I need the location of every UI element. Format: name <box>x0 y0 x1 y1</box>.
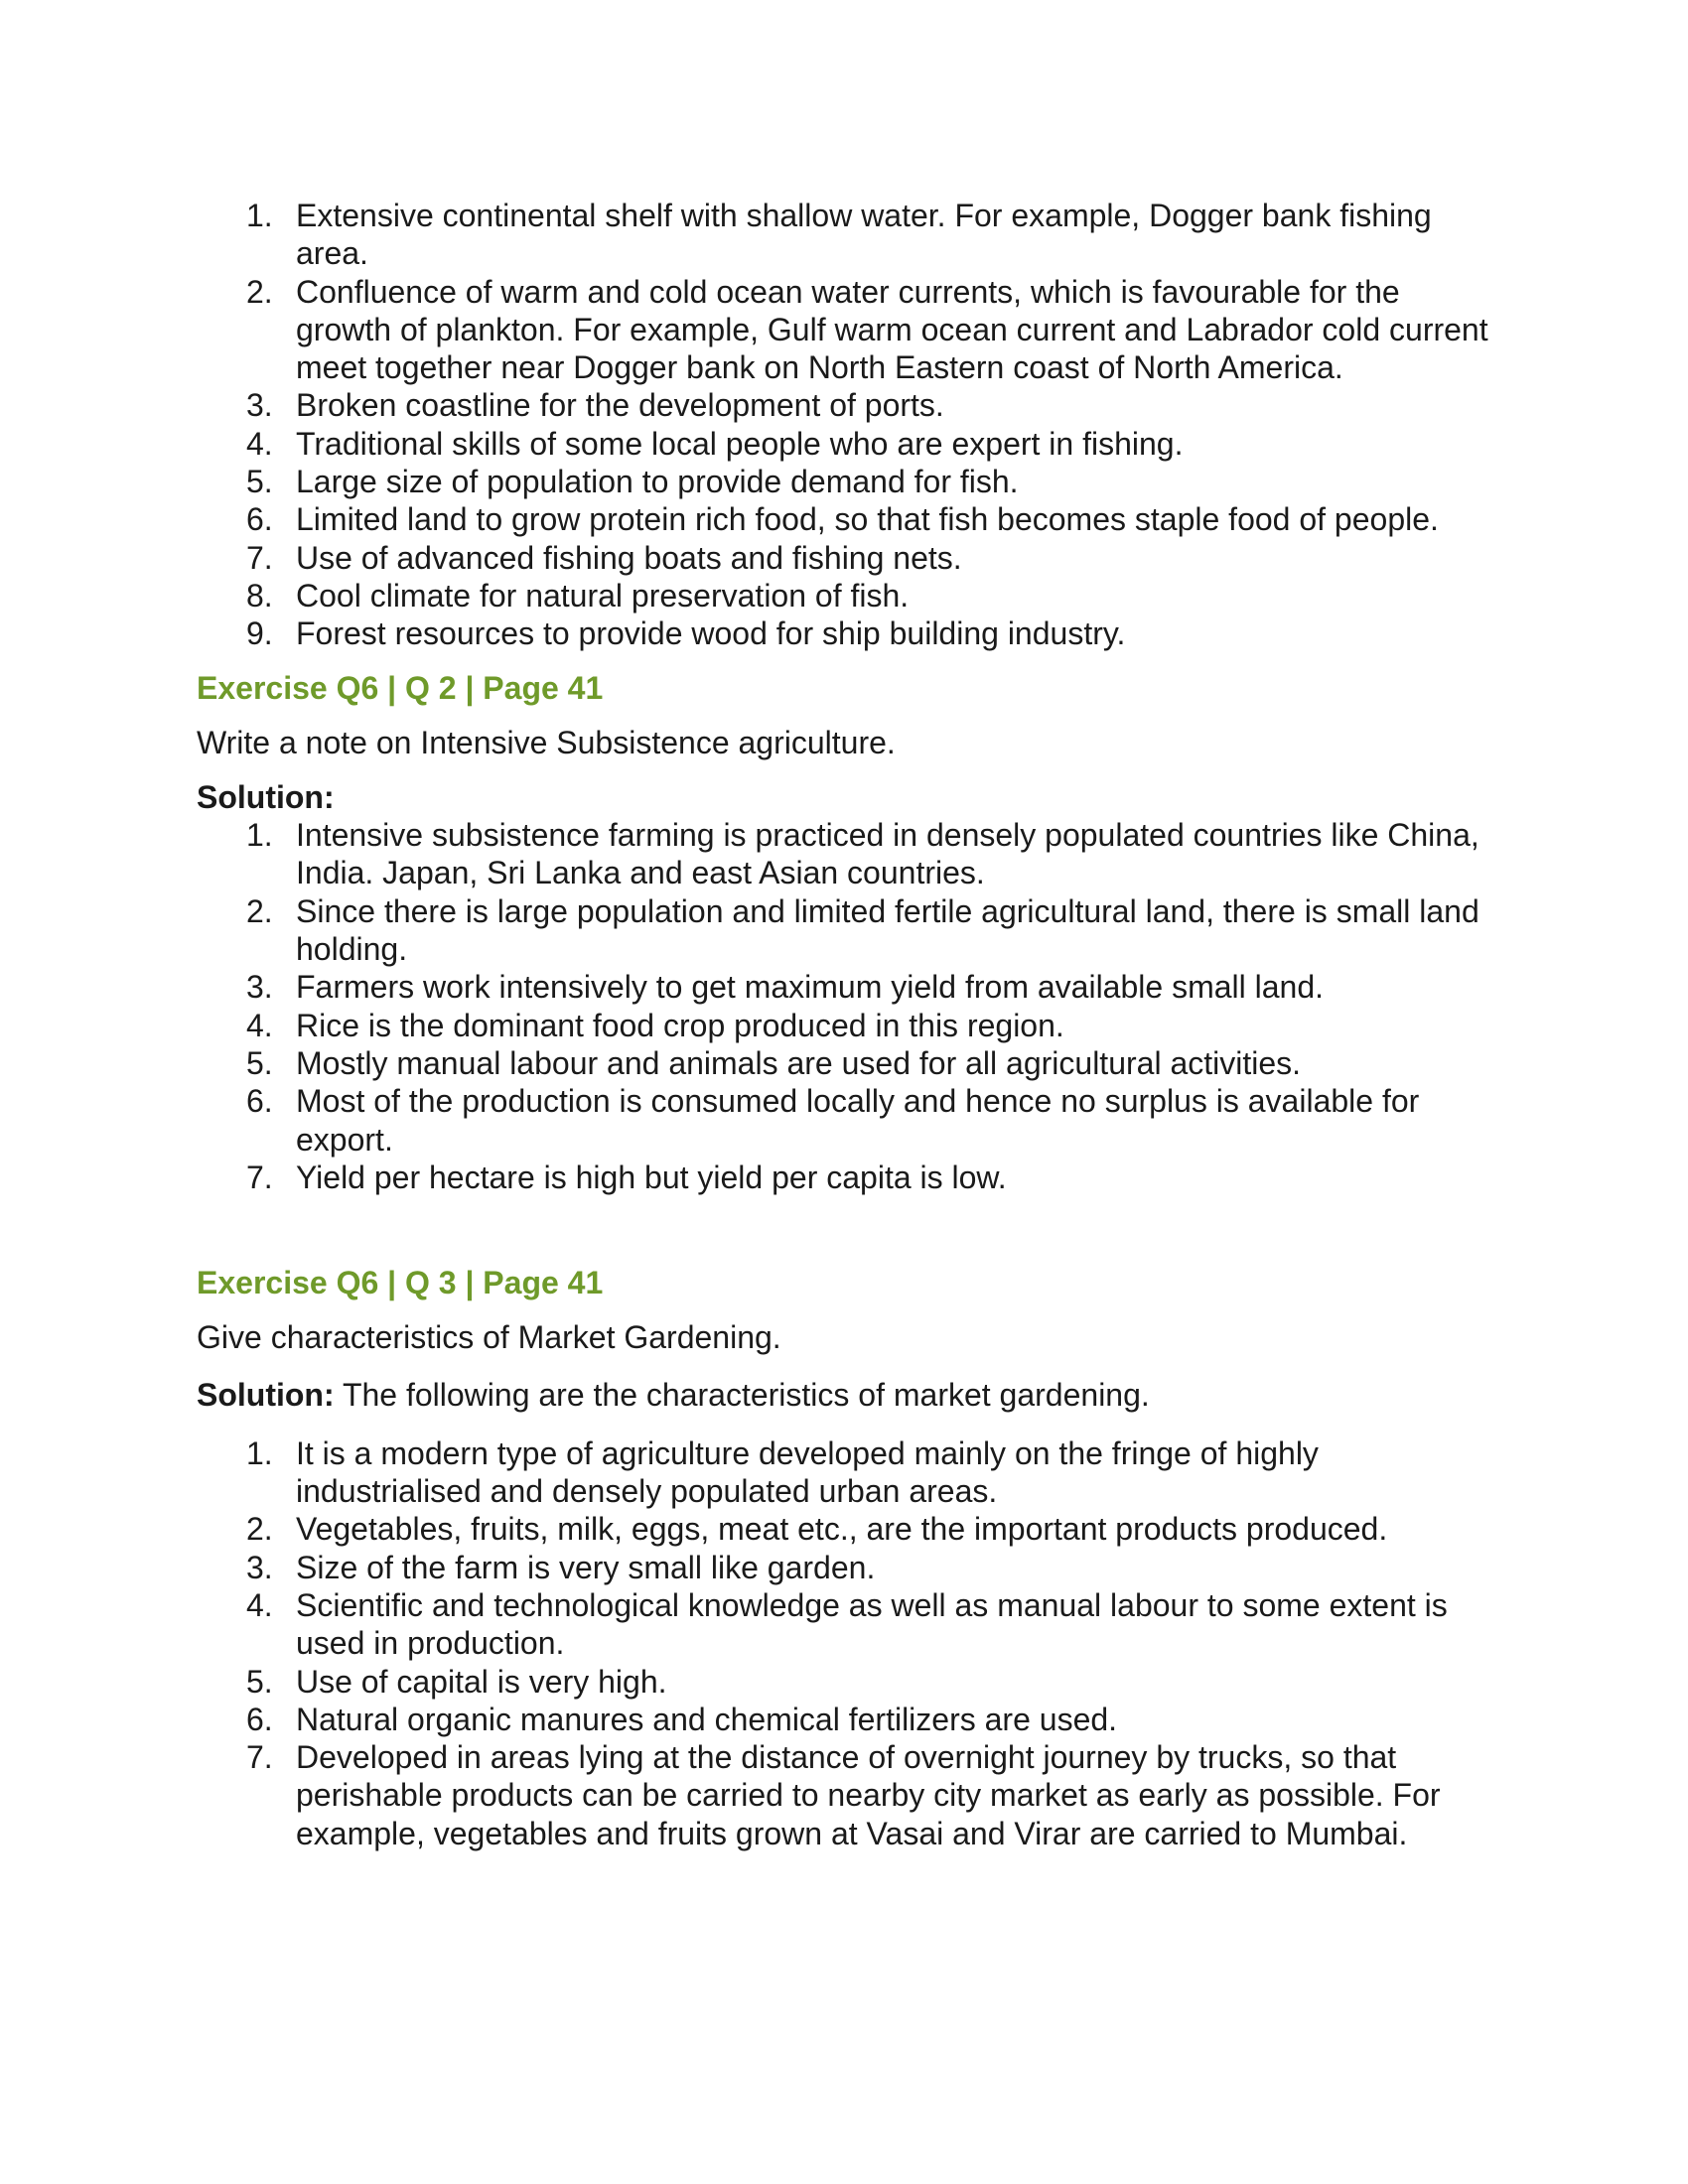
list-item-text: Broken coastline for the development of ports. <box>296 387 944 424</box>
list-item: 5. Use of capital is very high. <box>246 1663 667 1700</box>
solution-label-q3: Solution: <box>197 1377 335 1414</box>
list-item: 5. Large size of population to provide demand for fish. <box>246 464 1019 500</box>
list-item: 4. Scientific and technological knowledge as well as manual labour to some extent is used in production. <box>246 1586 1448 1662</box>
list-item-text: Extensive continental shelf with shallow water. For example, Dogger bank fishing area. <box>296 198 1432 272</box>
list-item-text: Use of advanced fishing boats and fishing nets. <box>296 539 962 576</box>
list-item: 2. Since there is large population and limited fertile agricultural land, there is small land holding. <box>246 892 1479 968</box>
list-item: 4. Rice is the dominant food crop produced in this region. <box>246 1007 1064 1043</box>
list-item-text: Confluence of warm and cold ocean water currents, which is favourable for the growth of plankton. For example, Gulf warm ocean current and Labrador cold current meet together near Dogger bank on North Eastern coast of North America. <box>296 273 1488 386</box>
question-text-q2: Write a note on Intensive Subsistence agriculture. <box>197 724 896 760</box>
list-item: 1. It is a modern type of agriculture developed mainly on the fringe of highly industrialised and densely populated urban areas. <box>246 1434 1319 1510</box>
list-item: 8. Cool climate for natural preservation of fish. <box>246 577 910 614</box>
list-item: 3. Size of the farm is very small like garden. <box>246 1549 876 1585</box>
list-item: 6. Most of the production is consumed locally and hence no surplus is available for export. <box>246 1083 1420 1158</box>
list-item: 7. Yield per hectare is high but yield per capita is low. <box>246 1159 1007 1195</box>
list-item-text: Rice is the dominant food crop produced in this region. <box>296 1007 1064 1043</box>
list-item-text: Intensive subsistence farming is practiced in densely populated countries like China, India. Japan, Sri Lanka and east Asian countries. <box>296 817 1479 891</box>
list-item-text: Since there is large population and limited fertile agricultural land, there is small land holding. <box>296 892 1479 968</box>
list-item-text: Forest resources to provide wood for ship building industry. <box>296 615 1126 652</box>
list-item-text: Large size of population to provide demand for fish. <box>296 464 1019 500</box>
fishing-factors-list <box>197 197 1497 653</box>
list-item: 7. Use of advanced fishing boats and fishing nets. <box>246 539 962 576</box>
list-item: 3. Broken coastline for the development of ports. <box>246 387 944 424</box>
list-item-text: Yield per hectare is high but yield per capita is low. <box>296 1159 1007 1195</box>
list-item: 7. Developed in areas lying at the distance of overnight journey by trucks, so that perishable products can be carried to nearby city market as early as possible. For example, vegetables and fruits grown at Vasai and Virar are carried to Mumbai. <box>246 1739 1441 1851</box>
list-item-text: Most of the production is consumed locally and hence no surplus is available for export. <box>296 1083 1420 1158</box>
market-gardening-list <box>197 1434 1497 1852</box>
list-item-text: It is a modern type of agriculture developed mainly on the fringe of highly industrialised and densely populated urban areas. <box>296 1434 1319 1510</box>
list-item: 1. Intensive subsistence farming is practiced in densely populated countries like China, India. Japan, Sri Lanka and east Asian countries. <box>246 817 1479 891</box>
list-item-text: Mostly manual labour and animals are used for all agricultural activities. <box>296 1044 1302 1081</box>
list-item: 3. Farmers work intensively to get maximum yield from available small land. <box>246 969 1325 1006</box>
solution-intro-q3: The following are the characteristics of market gardening. <box>334 1377 1150 1414</box>
list-item: 9. Forest resources to provide wood for ship building industry. <box>246 615 1126 652</box>
exercise-heading-q2: Exercise Q6 | Q 2 | Page 41 <box>197 669 604 706</box>
list-item: 5. Mostly manual labour and animals are used for all agricultural activities. <box>246 1044 1302 1081</box>
list-item: 2. Vegetables, fruits, milk, eggs, meat etc., are the important products produced. <box>246 1511 1388 1548</box>
list-item-text: Vegetables, fruits, milk, eggs, meat etc., are the important products produced. <box>296 1511 1388 1548</box>
list-item: 6. Limited land to grow protein rich food, so that fish becomes staple food of people. <box>246 501 1439 538</box>
list-item-text: Developed in areas lying at the distance of overnight journey by trucks, so that perishable products can be carried to nearby city market as early as possible. For example, vegetables and fruits grown at Vasai and Virar are carried to Mumbai. <box>296 1739 1441 1851</box>
list-item-text: Limited land to grow protein rich food, so that fish becomes staple food of people. <box>296 501 1439 538</box>
list-item-text: Traditional skills of some local people who are expert in fishing. <box>296 425 1184 462</box>
question-text-q3: Give characteristics of Market Gardening. <box>197 1319 781 1356</box>
list-item-text: Size of the farm is very small like garden. <box>296 1549 876 1585</box>
list-item-text: Farmers work intensively to get maximum yield from available small land. <box>296 969 1325 1006</box>
solution-label-q2: Solution: <box>197 778 335 815</box>
list-item: 4. Traditional skills of some local people who are expert in fishing. <box>246 425 1184 462</box>
solution-paragraph-q3 <box>197 1376 1497 1414</box>
exercise-heading-q3: Exercise Q6 | Q 3 | Page 41 <box>197 1265 604 1301</box>
list-item-text: Scientific and technological knowledge as well as manual labour to some extent is used in production. <box>296 1586 1448 1662</box>
page-content <box>197 197 1497 1852</box>
intensive-agriculture-list <box>197 816 1497 1196</box>
list-item-text: Cool climate for natural preservation of fish. <box>296 577 910 614</box>
list-item-text: Natural organic manures and chemical fertilizers are used. <box>296 1701 1118 1737</box>
list-item: 6. Natural organic manures and chemical fertilizers are used. <box>246 1701 1118 1737</box>
list-item: 2. Confluence of warm and cold ocean water currents, which is favourable for the growth of plankton. For example, Gulf warm ocean current and Labrador cold current meet together near Dogger bank on North Eastern coast of North America. <box>246 273 1488 386</box>
list-item: 1. Extensive continental shelf with shallow water. For example, Dogger bank fishing area. <box>246 198 1432 272</box>
list-item-text: Use of capital is very high. <box>296 1663 667 1700</box>
